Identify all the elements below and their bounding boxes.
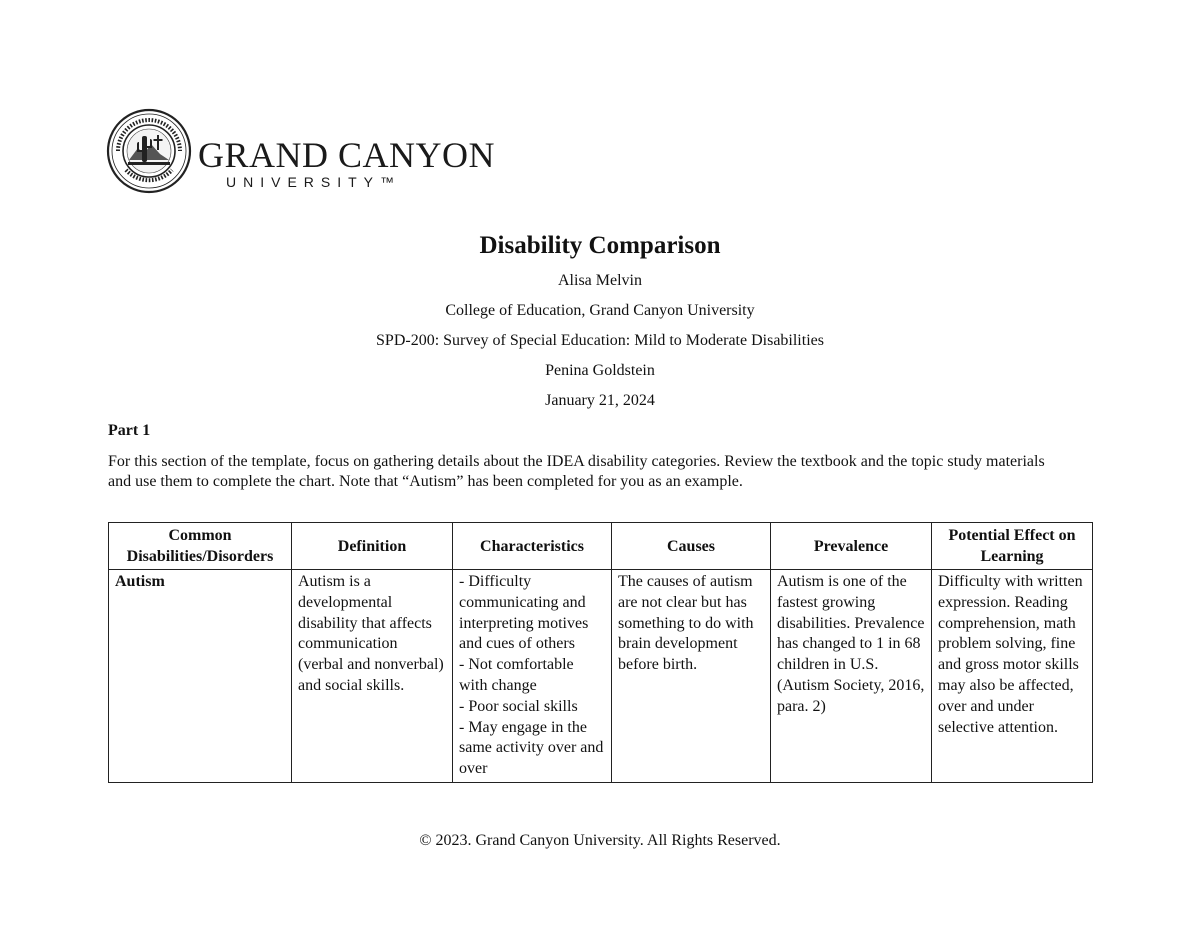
copyright-footer: © 2023. Grand Canyon University. All Rights Reserved. bbox=[419, 832, 781, 849]
characteristic-item: - Difficulty communicating and interpreting motives and cues of others bbox=[459, 573, 589, 653]
column-header-causes: Causes bbox=[612, 523, 771, 570]
author-name: Alisa Melvin bbox=[558, 272, 642, 289]
causes-cell: The causes of autism are not clear but has something to do with brain development before birth. bbox=[612, 570, 771, 783]
column-header-prevalence: Prevalence bbox=[771, 523, 932, 570]
instructor-name: Penina Goldstein bbox=[545, 362, 655, 379]
table-header-row bbox=[109, 523, 1093, 570]
column-header-characteristics: Characteristics bbox=[453, 523, 612, 570]
course-name: SPD-200: Survey of Special Education: Mild to Moderate Disabilities bbox=[376, 332, 824, 349]
effect-cell: Difficulty with written expression. Reading comprehension, math problem solving, fine and gross motor skills may also be affected, over and under selective attention. bbox=[932, 570, 1093, 783]
document-date: January 21, 2024 bbox=[545, 392, 655, 409]
university-logo bbox=[106, 108, 496, 198]
prevalence-cell: Autism is one of the fastest growing disabilities. Prevalence has changed to 1 in 68 children in U.S. (Autism Society, 2016, para. 2) bbox=[771, 570, 932, 783]
column-header-definition: Definition bbox=[292, 523, 453, 570]
document-title: Disability Comparison bbox=[479, 232, 721, 259]
section-heading: Part 1 bbox=[108, 422, 151, 439]
definition-cell: Autism is a developmental disability that affects communication (verbal and nonverbal) and social skills. bbox=[292, 570, 453, 783]
disability-comparison-table bbox=[108, 522, 1093, 783]
university-seal-icon bbox=[106, 108, 192, 194]
section-intro: For this section of the template, focus on gathering details about the IDEA disability categories. Review the textbook and the topic study materials and use them to complete the chart. Note that “Autism” has been completed for you as an example. bbox=[108, 453, 1045, 490]
disorder-name-cell: Autism bbox=[109, 570, 292, 783]
logo-subtitle: UNIVERSITY™ bbox=[226, 174, 402, 190]
college-name: College of Education, Grand Canyon University bbox=[445, 302, 755, 319]
characteristics-cell bbox=[453, 570, 612, 783]
characteristic-item: - Not comfortable with change bbox=[459, 656, 574, 694]
characteristic-item: - Poor social skills bbox=[459, 697, 578, 715]
column-header-effect: Potential Effect on Learning bbox=[932, 523, 1093, 570]
table-row bbox=[109, 570, 1093, 783]
characteristic-item: - May engage in the same activity over and over bbox=[459, 718, 604, 778]
column-header-disorders: Common Disabilities/Disorders bbox=[109, 523, 292, 570]
logo-wordmark: GRAND CANYON bbox=[198, 135, 496, 175]
